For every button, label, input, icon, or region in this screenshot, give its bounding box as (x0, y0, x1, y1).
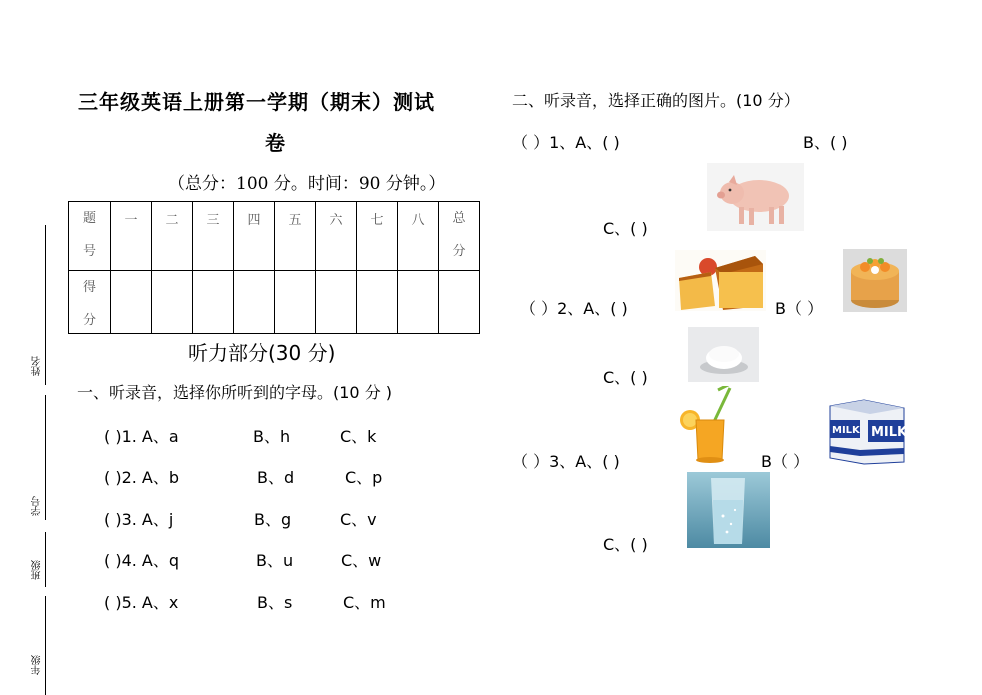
score-input-cell[interactable] (439, 271, 480, 334)
binding-label-grade: 年级 (32, 655, 43, 675)
part1-q1: ( )1. A、a (104, 427, 179, 446)
binding-line-bottom (45, 596, 46, 695)
bread-image (675, 250, 766, 311)
pig-image (707, 163, 804, 231)
score-input-cell[interactable] (316, 271, 357, 334)
part2-q1-b: B、( ) (803, 133, 848, 152)
part1-q5-c: C、m (343, 593, 386, 612)
score-table-score-row (69, 271, 480, 334)
part2-q1-c: C、( ) (603, 219, 648, 238)
part2-q1-a: （ ）1、A、( ) (512, 133, 620, 152)
part1-q1-b: B、h (253, 427, 291, 446)
score-header-cell: 五 (275, 202, 316, 271)
part1-q2-c: C、p (345, 468, 383, 487)
part1-q2-b: B、d (257, 468, 295, 487)
cake-image (843, 249, 907, 312)
score-input-cell[interactable] (111, 271, 152, 334)
score-input-cell[interactable] (152, 271, 193, 334)
exam-subtitle: （总分：100 分。时间：90 分钟。） (168, 174, 446, 194)
binding-label-class: 班级 (32, 560, 43, 580)
score-input-cell[interactable] (275, 271, 316, 334)
part1-q3: ( )3. A、j (104, 510, 174, 529)
part1-q4-c: C、w (341, 551, 382, 570)
score-header-cell: 四 (234, 202, 275, 271)
part2-q3-c: C、( ) (603, 535, 648, 554)
part1-q4-b: B、u (256, 551, 294, 570)
part2-heading: 二、听录音，选择正确的图片。(10 分） (512, 91, 800, 110)
exam-title-continued: 卷 (265, 131, 285, 155)
score-header-cell: 三 (193, 202, 234, 271)
score-header-cell: 六 (316, 202, 357, 271)
part2-q2-a: （ ）2、A、( ) (520, 299, 628, 318)
part1-q5-b: B、s (257, 593, 293, 612)
part2-q2-c: C、( ) (603, 368, 648, 387)
part1-q4: ( )4. A、q (104, 551, 180, 570)
part1-q5: ( )5. A、x (104, 593, 179, 612)
orange-juice-image (678, 386, 740, 466)
score-header-cell: 七 (357, 202, 398, 271)
score-header-cell: 八 (398, 202, 439, 271)
score-header-cell: 一 (111, 202, 152, 271)
part2-q2-b: B（ ） (775, 299, 824, 318)
exam-title: 三年级英语上册第一学期（期末）测试 (78, 90, 435, 114)
part2-q3-b: B（ ） (761, 452, 810, 471)
milk-label-right: MILK (871, 425, 908, 440)
part1-q2: ( )2. A、b (104, 468, 180, 487)
score-header-cell: 总 分 (439, 202, 480, 271)
milk-label-left: MILK (832, 425, 860, 436)
score-table (68, 201, 480, 334)
score-input-cell[interactable] (398, 271, 439, 334)
listening-section-title: 听力部分(30 分) (188, 341, 336, 365)
part1-q1-c: C、k (340, 427, 377, 446)
score-row-label: 得 分 (69, 271, 111, 334)
part1-q3-b: B、g (254, 510, 292, 529)
score-input-cell[interactable] (234, 271, 275, 334)
binding-line-top (45, 225, 46, 385)
part2-q3-a: （ ）3、A、( ) (512, 452, 620, 471)
score-header-cell: 二 (152, 202, 193, 271)
score-input-cell[interactable] (193, 271, 234, 334)
water-glass-image (687, 472, 770, 548)
rice-image (688, 327, 759, 382)
binding-line-mid (45, 395, 46, 520)
binding-label-student-id: 学号 (32, 496, 43, 516)
milk-carton-image (824, 398, 908, 465)
part1-heading: 一、听录音，选择你所听到的字母。(10 分 ) (77, 383, 393, 402)
score-header-cell: 题 号 (69, 202, 111, 271)
binding-line-mid2 (45, 532, 46, 587)
binding-label-name: 姓名 (32, 356, 43, 376)
part1-q3-c: C、v (340, 510, 377, 529)
score-table-header-row (69, 202, 480, 271)
score-input-cell[interactable] (357, 271, 398, 334)
